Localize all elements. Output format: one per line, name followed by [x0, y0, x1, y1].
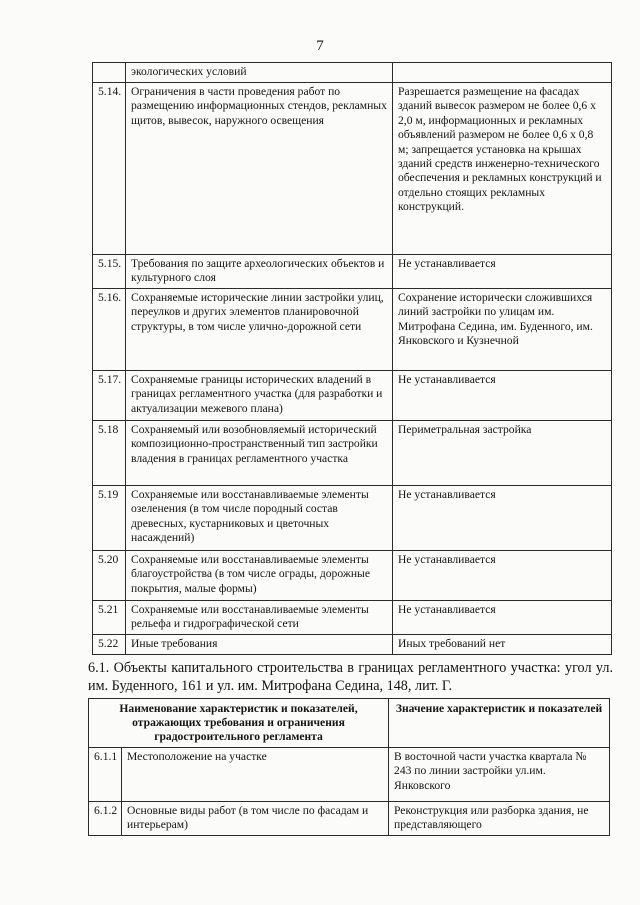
row-value: Периметральная застройка — [393, 421, 612, 486]
table-row — [93, 371, 612, 421]
row-name: экологических условий — [126, 63, 393, 83]
row-value: Не устанавливается — [393, 551, 612, 601]
table-row — [93, 486, 612, 551]
header-name: Наименование характеристик и показателей, отражающих требования и ограничения градостроительного регламента — [89, 699, 389, 748]
table-row — [89, 802, 610, 836]
table-row — [93, 289, 612, 371]
row-value: Реконструкция или разборка здания, не представляющего — [389, 802, 610, 836]
table-row — [89, 748, 610, 802]
row-name: Иные требования — [126, 635, 393, 655]
row-value — [393, 63, 612, 83]
row-name: Сохраняемые исторические линии застройки улиц, переулков и других элементов планировочной структуры, в том числе улично-дорожной сети — [126, 289, 393, 371]
table-row — [93, 255, 612, 289]
row-value: Иных требований нет — [393, 635, 612, 655]
row-number: 6.1.2 — [89, 802, 122, 836]
row-number: 5.17. — [93, 371, 126, 421]
section-heading: 6.1. Объекты капитального строительства в границах регламентного участка: угол ул. им. Буденного, 161 и ул. им. Митрофана Седина, 148, лит. Г. — [88, 660, 613, 694]
row-number: 5.15. — [93, 255, 126, 289]
row-value: Не устанавливается — [393, 255, 612, 289]
row-name: Основные виды работ (в том числе по фасадам и интерьерам) — [122, 802, 389, 836]
row-name: Сохраняемые или восстанавливаемые элементы рельефа и гидрографической сети — [126, 601, 393, 635]
row-number — [93, 63, 126, 83]
row-value: Не устанавливается — [393, 601, 612, 635]
row-name: Ограничения в части проведения работ по размещению информационных стендов, рекламных щитов, вывесок, наружного освещения — [126, 83, 393, 255]
row-name: Сохраняемые границы исторических владений в границах регламентного участка (для разработки и актуализации межевого плана) — [126, 371, 393, 421]
table-row — [93, 601, 612, 635]
row-number: 5.16. — [93, 289, 126, 371]
page-number: 7 — [316, 38, 324, 54]
row-number: 5.18 — [93, 421, 126, 486]
row-number: 5.21 — [93, 601, 126, 635]
row-value: Сохранение исторически сложившихся линий застройки по улицам им. Митрофана Седина, им. Буденного, им. Янковского и Кузнечной — [393, 289, 612, 371]
table-row — [93, 635, 612, 655]
row-number: 5.19 — [93, 486, 126, 551]
table-row — [93, 551, 612, 601]
table-row — [93, 421, 612, 486]
row-name: Сохраняемый или возобновляемый исторический композиционно-пространственный тип застройки владения в границах регламентного участка — [126, 421, 393, 486]
table-row — [93, 63, 612, 83]
row-number: 5.14. — [93, 83, 126, 255]
row-value: Разрешается размещение на фасадах зданий вывесок размером не более 0,6 х 2,0 м, информационных и рекламных объявлений размером не более 0,6 х 0,8 м; запрещается установка на крышах зданий средств инженерно-технического обеспечения и рекламных конструкций и отдельно стоящих рекламных конструкций. — [393, 83, 612, 255]
requirements-table — [92, 62, 612, 655]
header-value: Значение характеристик и показателей — [389, 699, 610, 748]
row-name: Сохраняемые или восстанавливаемые элементы озеленения (в том числе породный состав древесных, кустарниковых и цветочных насаждений) — [126, 486, 393, 551]
row-value: Не устанавливается — [393, 486, 612, 551]
row-name: Сохраняемые или восстанавливаемые элементы благоустройства (в том числе ограды, дорожные покрытия, малые формы) — [126, 551, 393, 601]
characteristics-table — [88, 698, 610, 836]
row-name: Требования по защите археологических объектов и культурного слоя — [126, 255, 393, 289]
row-number: 5.22 — [93, 635, 126, 655]
row-value: В восточной части участка квартала № 243 по линии застройки ул.им. Янковского — [389, 748, 610, 802]
row-name: Местоположение на участке — [122, 748, 389, 802]
row-number: 6.1.1 — [89, 748, 122, 802]
table-header-row — [89, 699, 610, 748]
row-value: Не устанавливается — [393, 371, 612, 421]
table-row — [93, 83, 612, 255]
row-number: 5.20 — [93, 551, 126, 601]
